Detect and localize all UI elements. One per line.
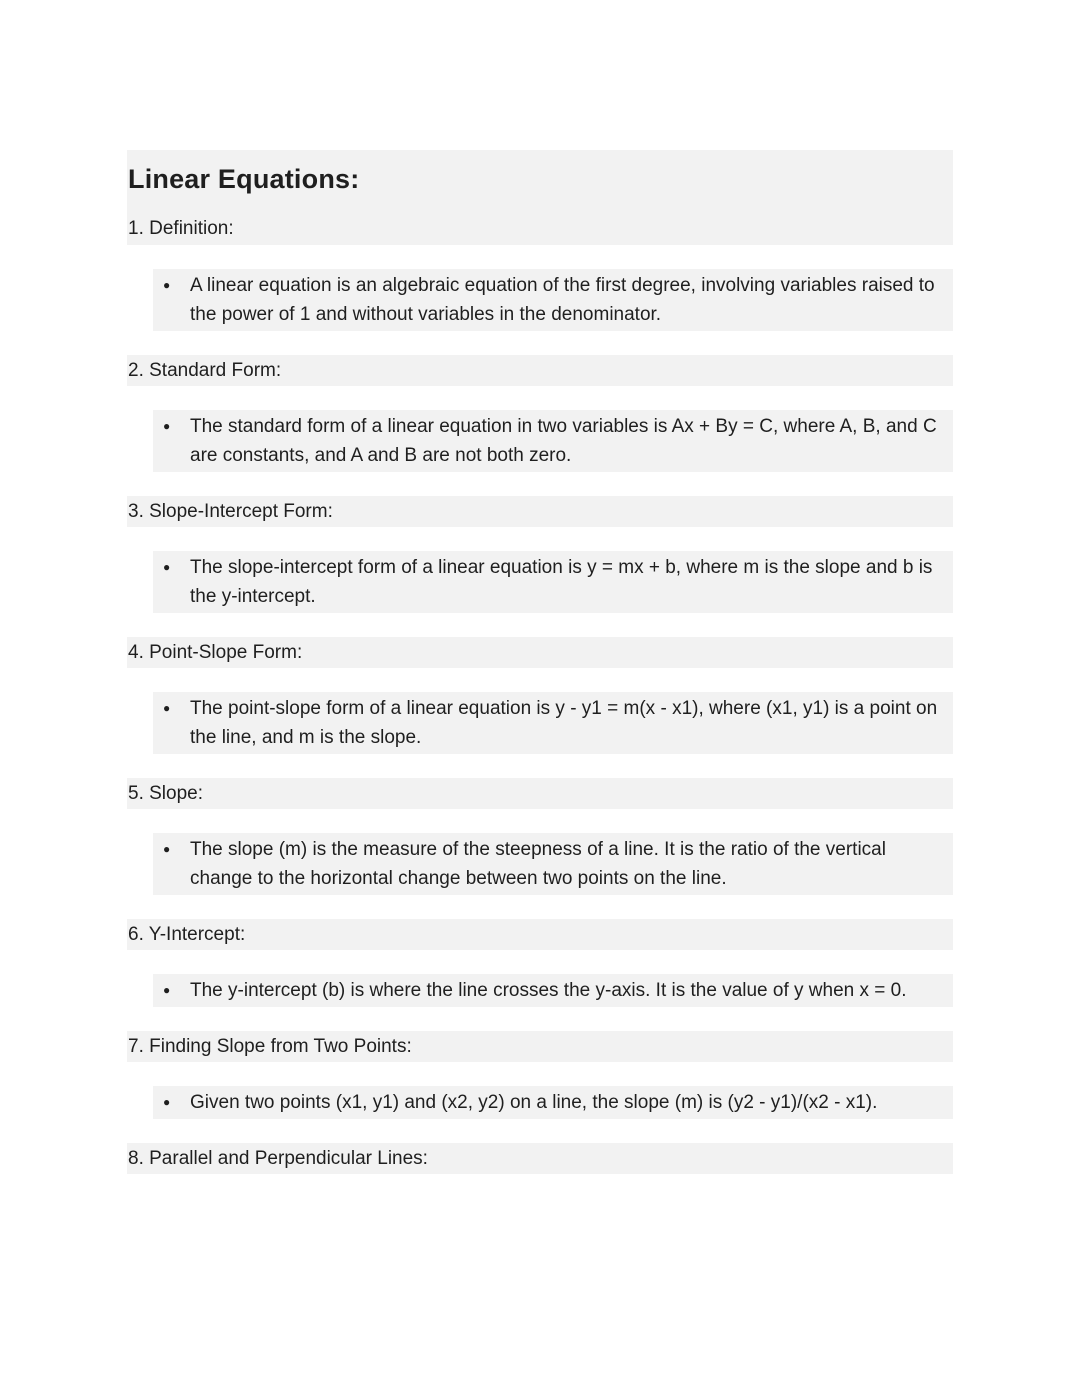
bullet-list <box>153 974 953 1007</box>
section-heading: 6. Y-Intercept: <box>127 919 953 950</box>
bullet-item <box>153 694 953 752</box>
bullet-text: The slope-intercept form of a linear equation is y = mx + b, where m is the slope and b is the y-intercept. <box>190 557 933 607</box>
bullet-text: A linear equation is an algebraic equation of the first degree, involving variables raised to the power of 1 and without variables in the denominator. <box>190 275 935 325</box>
bullet-text: The point-slope form of a linear equation is y - y1 = m(x - x1), where (x1, y1) is a point on the line, and m is the slope. <box>190 698 938 748</box>
bullet-item <box>153 835 953 893</box>
section-heading: 4. Point-Slope Form: <box>127 637 953 668</box>
section-heading: 1. Definition: <box>128 218 234 239</box>
bullet-dot-icon: ● <box>163 419 171 433</box>
bullet-list <box>153 1086 953 1119</box>
bullet-dot-icon: ● <box>163 1095 171 1109</box>
bullet-text: The slope (m) is the measure of the steepness of a line. It is the ratio of the vertical change to the horizontal change between two points on the line. <box>190 839 886 889</box>
bullet-item <box>153 1088 953 1117</box>
bullet-item <box>153 976 953 1005</box>
bullet-text: The y-intercept (b) is where the line crosses the y-axis. It is the value of y when x = 0. <box>190 980 907 1001</box>
bullet-item <box>153 412 953 470</box>
bullet-list <box>153 410 953 472</box>
bullet-dot-icon: ● <box>163 560 171 574</box>
title-block <box>127 150 953 245</box>
bullet-list <box>153 692 953 754</box>
section-heading: 5. Slope: <box>127 778 953 809</box>
bullet-item <box>153 271 953 329</box>
bullet-text: Given two points (x1, y1) and (x2, y2) on a line, the slope (m) is (y2 - y1)/(x2 - x1). <box>190 1092 878 1113</box>
bullet-dot-icon: ● <box>163 842 171 856</box>
document-title: Linear Equations: <box>128 164 360 194</box>
bullet-item <box>153 553 953 611</box>
section-heading: 7. Finding Slope from Two Points: <box>127 1031 953 1062</box>
section-heading: 2. Standard Form: <box>127 355 953 386</box>
document-content <box>127 150 953 1198</box>
bullet-list <box>153 551 953 613</box>
bullet-list <box>153 269 953 331</box>
bullet-dot-icon: ● <box>163 278 171 292</box>
bullet-dot-icon: ● <box>163 701 171 715</box>
bullet-text: The standard form of a linear equation in two variables is Ax + By = C, where A, B, and C are constants, and A and B are not both zero. <box>190 416 937 466</box>
bullet-list <box>153 833 953 895</box>
section-heading: 8. Parallel and Perpendicular Lines: <box>127 1143 953 1174</box>
section-heading: 3. Slope-Intercept Form: <box>127 496 953 527</box>
sections-container <box>127 269 953 1174</box>
bullet-dot-icon: ● <box>163 983 171 997</box>
